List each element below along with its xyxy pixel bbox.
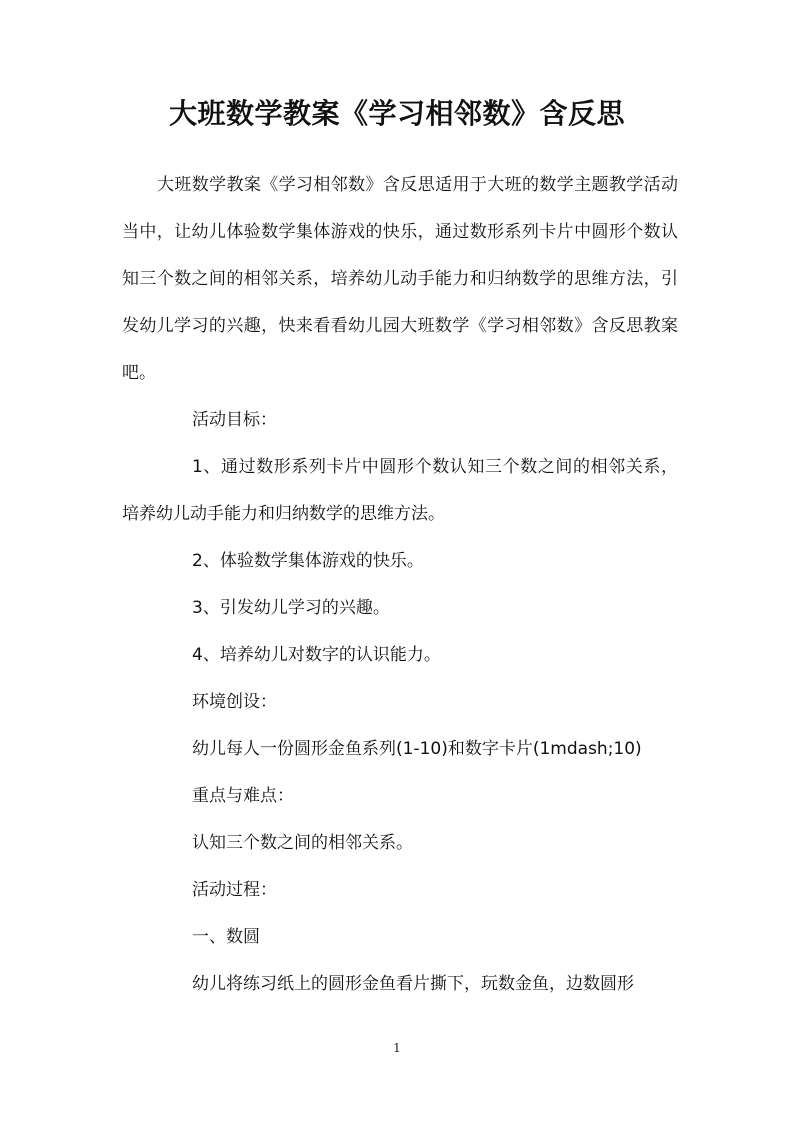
process-heading: 活动过程：: [192, 880, 277, 900]
environment-text: 幼儿每人一份圆形金鱼系列(1-10)和数字卡片(1mdash;10): [192, 739, 642, 759]
page-number: 1: [393, 1041, 401, 1055]
environment-heading: 环境创设：: [192, 692, 277, 712]
step-1-text: 幼儿将练习纸上的圆形金鱼看片撕下，玩数金鱼，边数圆形: [192, 974, 634, 994]
step-1-heading: 一、数圆: [192, 927, 260, 947]
document-body: [122, 162, 678, 1008]
intro-paragraph: 大班数学教案《学习相邻数》含反思适用于大班的数学主题教学活动当中，让幼儿体验数学集体游戏的快乐，通过数形系列卡片中圆形个数认知三个数之间的相邻关系，培养幼儿动手能力和归纳数学的思维方法，引发幼儿学习的兴趣，快来看看幼儿园大班数学《学习相邻数》含反思教案吧。: [122, 175, 678, 383]
key-points-text: 认知三个数之间的相邻关系。: [192, 833, 413, 853]
goal-item-4: 4、培养幼儿对数字的认识能力。: [192, 645, 441, 665]
goal-item-2: 2、体验数学集体游戏的快乐。: [192, 551, 424, 571]
goal-item-1: 1、通过数形系列卡片中圆形个数认知三个数之间的相邻关系，培养幼儿动手能力和归纳数学的思维方法。: [122, 457, 678, 524]
goal-item-3: 3、引发幼儿学习的兴趣。: [192, 598, 390, 618]
document-title: 大班数学教案《学习相邻数》含反思: [168, 97, 625, 130]
goals-heading: 活动目标：: [192, 410, 277, 430]
key-points-heading: 重点与难点：: [192, 786, 294, 806]
